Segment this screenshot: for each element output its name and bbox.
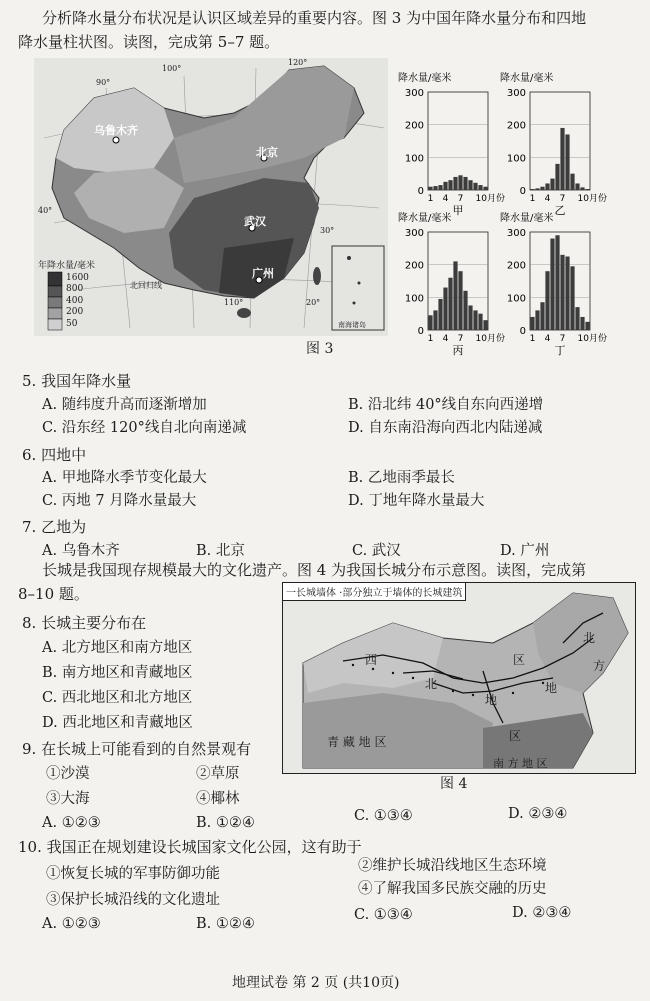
chart-0-bar-6 — [453, 177, 457, 190]
region-north-1: 北 — [583, 631, 596, 645]
chart-2-bar-9 — [468, 306, 472, 331]
chart-3-bar-1 — [530, 317, 534, 330]
lon-100: 100° — [162, 64, 182, 73]
chart-1-bar-9 — [570, 174, 574, 190]
chart-1-name: 乙 — [554, 204, 566, 217]
q10-item-1: ①恢复长城的军事防御功能 — [46, 866, 220, 882]
legend-200: 200 — [66, 307, 84, 318]
q9-item-3: ③大海 — [46, 791, 90, 807]
q5-option-d[interactable]: D. 自东南沿海向西北内陆递减 — [348, 420, 543, 436]
chart-3-bar-11 — [580, 317, 584, 330]
region-north-3: 地 — [545, 681, 558, 695]
region-northwest-2: 北 — [425, 677, 438, 691]
chart-2-name: 丙 — [452, 344, 464, 357]
q9-option-a[interactable]: A. ①②③ — [42, 815, 101, 831]
chart-1-bar-2 — [535, 188, 539, 190]
figure-3-caption: 图 3 — [306, 341, 334, 357]
q9-option-b[interactable]: B. ①②④ — [196, 815, 255, 831]
map3-legend-values — [66, 273, 89, 330]
chart-0-bar-12 — [483, 187, 487, 190]
q5-option-c[interactable]: C. 沿东经 120°线自北向南递减 — [42, 420, 247, 436]
q7-stem — [22, 516, 86, 537]
chart-1-bar-8 — [565, 134, 569, 190]
q8-option-c[interactable]: C. 西北地区和北方地区 — [42, 690, 193, 706]
chart-2-bar-3 — [438, 299, 442, 330]
chart-1-ytick-3: 0 — [519, 186, 526, 197]
q7-option-c[interactable]: C. 武汉 — [352, 543, 401, 559]
chart-3-xtick-2: 7 — [559, 334, 566, 344]
chart-3-bar-6 — [555, 235, 559, 330]
chart-0-bar-10 — [473, 183, 477, 190]
chart-3-bar-3 — [540, 302, 544, 330]
chart-2-bar-7 — [458, 271, 462, 330]
q5-num: 5. — [22, 372, 37, 390]
chart-0-bar-7 — [458, 175, 462, 190]
chart-1-frame — [530, 92, 590, 190]
chart-2-xtick-3: 10月份 — [475, 334, 505, 344]
chart-2-ytick-1: 200 — [404, 260, 424, 272]
region-north-2: 方 — [593, 659, 606, 673]
chart-0-name: 甲 — [452, 204, 464, 217]
lon-90: 90° — [96, 78, 111, 87]
q10-option-d[interactable]: D. ②③④ — [512, 905, 572, 921]
chart-3-bar-8 — [565, 257, 569, 331]
chart-1-xtick-1: 4 — [544, 194, 551, 204]
chart-1-bar-6 — [555, 164, 559, 190]
lat-40: 40° — [38, 206, 53, 215]
chart-2-xtick-0: 1 — [427, 334, 434, 344]
chart-3-ytick-1: 200 — [506, 260, 526, 272]
page-footer: 地理试卷 第 2 页 (共10页) — [232, 975, 400, 991]
chart-1-bar-5 — [550, 179, 554, 190]
q10-option-b[interactable]: B. ①②④ — [196, 916, 255, 932]
lat-30: 30° — [320, 226, 335, 235]
q6-option-d[interactable]: D. 丁地年降水量最大 — [348, 493, 485, 509]
q10-stem-text: 我国正在规划建设长城国家文化公园，这有助于 — [46, 838, 362, 856]
chart-0-bar-3 — [438, 185, 442, 190]
city-beijing: 北京 — [256, 146, 278, 159]
chart-2-bar-8 — [463, 291, 467, 330]
chart-2-bar-10 — [473, 310, 477, 330]
map4-legend: 一长城墙体 ·部分独立于墙体的长城建筑 — [283, 583, 466, 601]
q8-stem — [22, 612, 146, 633]
chart-0-xtick-2: 7 — [457, 194, 464, 204]
q10-item-3: ③保护长城沿线的文化遗址 — [46, 892, 220, 908]
chart-0-bar-4 — [443, 182, 447, 190]
q8-num: 8. — [22, 614, 37, 632]
chart-2-bar-1 — [428, 315, 432, 330]
chart-1-bar-10 — [575, 183, 579, 190]
q8-option-b[interactable]: B. 南方地区和青藏地区 — [42, 665, 193, 681]
chart-3-bar-9 — [570, 266, 574, 330]
q10-num: 10. — [18, 838, 42, 856]
chart-2-bar-6 — [453, 261, 457, 330]
chart-1-xtick-0: 1 — [529, 194, 536, 204]
chart-0-bar-11 — [478, 185, 482, 190]
q9-option-c[interactable]: C. ①③④ — [354, 808, 413, 824]
chart-2-ytick-3: 0 — [417, 326, 424, 337]
q8-stem-text: 长城主要分布在 — [41, 614, 147, 632]
q5-option-a[interactable]: A. 随纬度升高而逐渐增加 — [42, 397, 207, 413]
region-qinghai-tibet: 青 藏 地 区 — [327, 735, 387, 749]
chart-0-bar-5 — [448, 180, 452, 190]
legend-800: 800 — [66, 284, 84, 295]
chart-1-ytick-0: 300 — [506, 88, 526, 99]
q10-item-4: ④了解我国多民族交融的历史 — [358, 881, 547, 897]
chart-2-bar-12 — [483, 320, 487, 330]
chart-2-ytick-0: 300 — [404, 228, 424, 239]
chart-2-bar-4 — [443, 288, 447, 330]
q7-option-b[interactable]: B. 北京 — [196, 543, 245, 559]
chart-1-ytick-1: 200 — [506, 120, 526, 132]
chart-2-bar-5 — [448, 278, 452, 330]
chart-3-bar-2 — [535, 310, 539, 330]
region-northwest-4: 区 — [513, 653, 526, 667]
q7-num: 7. — [22, 518, 37, 536]
q6-option-c[interactable]: C. 丙地 7 月降水量最大 — [42, 493, 197, 509]
chart-3-ytick-2: 100 — [506, 293, 526, 305]
chart-0-ytick-1: 200 — [404, 120, 424, 132]
chart-1-bar-12 — [585, 189, 589, 190]
china-precip-map — [34, 58, 388, 336]
chart-3-bar-4 — [545, 271, 549, 330]
q9-num: 9. — [22, 740, 37, 758]
chart-1-bar-4 — [545, 183, 549, 190]
chart-2-xtick-1: 4 — [442, 334, 449, 344]
legend-400: 400 — [66, 295, 84, 306]
chart-2-ytick-2: 100 — [404, 293, 424, 305]
q5-stem-text: 我国年降水量 — [41, 372, 132, 390]
q7-option-d[interactable]: D. 广州 — [500, 543, 550, 559]
chart-3-bar-12 — [585, 322, 589, 330]
q6-stem-text: 四地中 — [41, 446, 87, 464]
chart-0-bar-8 — [463, 177, 467, 190]
chart-3-xtick-3: 10月份 — [577, 334, 607, 344]
lat-20: 20° — [306, 298, 321, 307]
q6-num: 6. — [22, 446, 37, 464]
chart-2-bar-11 — [478, 314, 482, 330]
chart-3-name: 丁 — [554, 344, 566, 357]
chart-2-ylabel: 降水量/毫米 — [398, 213, 452, 224]
chart-0-bar-9 — [468, 180, 472, 190]
chart-3-ylabel: 降水量/毫米 — [500, 213, 554, 224]
q9-stem — [22, 738, 251, 759]
chart-0-ytick-0: 300 — [404, 88, 424, 99]
chart-0-frame — [428, 92, 488, 190]
city-guangzhou: 广州 — [252, 267, 274, 280]
chart-0-xtick-3: 10月份 — [475, 194, 505, 204]
chart-0-ytick-3: 0 — [417, 186, 424, 197]
chart-1-xtick-3: 10月份 — [577, 194, 607, 204]
chart-3-ytick-3: 0 — [519, 326, 526, 337]
inset-label: 南海诸岛 — [338, 321, 366, 329]
legend-50: 50 — [66, 318, 78, 329]
q7-stem-text: 乙地为 — [41, 518, 87, 536]
region-northwest-3: 地 — [485, 693, 498, 707]
tropic-label: 北回归线 — [130, 281, 162, 290]
chart-0-ytick-2: 100 — [404, 153, 424, 165]
legend-1600: 1600 — [66, 273, 89, 283]
q6-option-a[interactable]: A. 甲地降水季节变化最大 — [42, 470, 207, 486]
lon-120: 120° — [288, 58, 308, 67]
chart-3-bar-10 — [575, 307, 579, 330]
q9-item-4: ④椰林 — [196, 791, 240, 807]
q10-option-a[interactable]: A. ①②③ — [42, 916, 101, 932]
chart-3-bar-7 — [560, 255, 564, 330]
map3-legend-title: 年降水量/毫米 — [38, 261, 96, 271]
q9-item-2: ②草原 — [196, 766, 240, 782]
city-urumqi: 乌鲁木齐 — [94, 124, 138, 137]
q9-item-1: ①沙漠 — [46, 766, 90, 782]
great-wall-map — [282, 582, 636, 774]
chart-3-xtick-1: 4 — [544, 334, 551, 344]
chart-1-bar-3 — [540, 187, 544, 190]
chart-1-ytick-2: 100 — [506, 153, 526, 165]
chart-1-bar-7 — [560, 128, 564, 190]
q6-option-b[interactable]: B. 乙地雨季最长 — [348, 470, 455, 486]
intro-line-2: 降水量柱状图。读图，完成第 5–7 题。 — [18, 33, 280, 51]
precip-bar-charts — [392, 62, 612, 357]
chart-1-bar-1 — [530, 189, 534, 190]
q10-option-c[interactable]: C. ①③④ — [354, 907, 413, 923]
intro-line-1: 分析降水量分布状况是认识区域差异的重要内容。图 3 为中国年降水量分布和四地 — [42, 9, 587, 27]
q9-option-d[interactable]: D. ②③④ — [508, 806, 568, 822]
q8-option-d[interactable]: D. 西北地区和青藏地区 — [42, 715, 193, 731]
q6-stem — [22, 444, 86, 465]
region-south: 南 方 地 区 — [493, 757, 548, 770]
q8-option-a[interactable]: A. 北方地区和南方地区 — [42, 640, 193, 656]
chart-1-ylabel: 降水量/毫米 — [500, 73, 554, 84]
q5-stem — [22, 370, 131, 391]
chart-1-bar-11 — [580, 187, 584, 190]
intro2-line-1: 长城是我国现存规模最大的文化遗产。图 4 为我国长城分布示意图。读图，完成第 — [42, 561, 587, 579]
region-north-4: 区 — [509, 729, 522, 743]
chart-3-ytick-0: 300 — [506, 228, 526, 239]
chart-0-ylabel: 降水量/毫米 — [398, 73, 452, 84]
q10-item-2: ②维护长城沿线地区生态环境 — [358, 858, 547, 874]
chart-0-xtick-0: 1 — [427, 194, 434, 204]
chart-3-bar-5 — [550, 239, 554, 330]
chart-3-xtick-0: 1 — [529, 334, 536, 344]
intro2-line-2: 8–10 题。 — [18, 585, 89, 603]
q10-stem — [18, 836, 362, 857]
figure-4-caption: 图 4 — [440, 776, 468, 792]
chart-0-bar-1 — [428, 187, 432, 190]
city-wuhan: 武汉 — [244, 215, 266, 228]
chart-2-xtick-2: 7 — [457, 334, 464, 344]
chart-0-xtick-1: 4 — [442, 194, 449, 204]
q9-stem-text: 在长城上可能看到的自然景观有 — [41, 740, 252, 758]
q7-option-a[interactable]: A. 乌鲁木齐 — [42, 543, 120, 559]
chart-1-xtick-2: 7 — [559, 194, 566, 204]
lon-110: 110° — [224, 298, 244, 307]
chart-2-bar-2 — [433, 310, 437, 330]
chart-0-bar-2 — [433, 186, 437, 190]
q5-option-b[interactable]: B. 沿北纬 40°线自东向西递增 — [348, 397, 544, 413]
region-northwest-1: 西 — [365, 653, 378, 667]
